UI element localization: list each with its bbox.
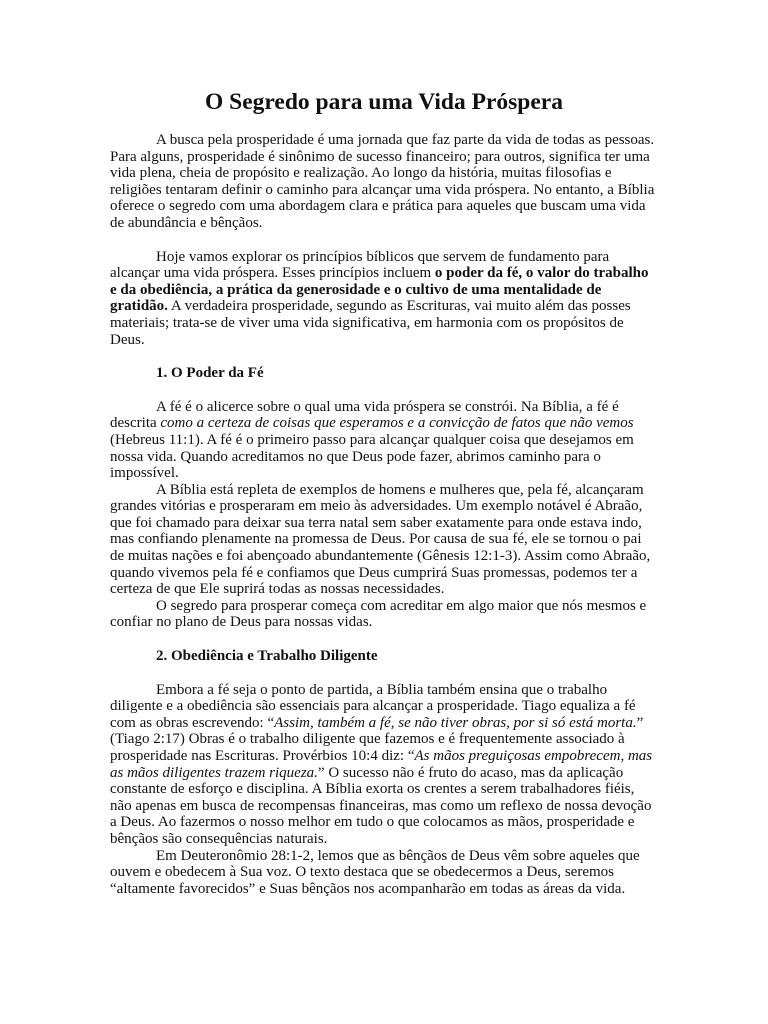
s1-text-2: A Bíblia está repleta de exemplos de homens e mulheres que, pela fé, alcançaram grandes vitórias e prosperaram em meio às adversidades. Um exemplo notável é Abraão, que foi chamado para deixar sua terra natal sem saber exatamente para onde estava indo, mas confiando plenamente na promessa de Deus. Por causa de sua fé, ele se tornou o pai de muitas nações e foi abençoado abundantemente (Gênesis 12:1-3). Assim como Abraão, quando vivemos pela fé e confiamos que Deus cumprirá Suas promessas, podemos ter a certeza de que Ele suprirá todas as nossas necessidades. — [110, 481, 651, 598]
s1-text-a: A fé é o alicerce sobre o qual uma vida próspera se constrói. Na Bíblia, a fé é descrita — [110, 398, 619, 432]
section-1-paragraph-3 — [110, 598, 658, 631]
s2-text-c: ” O sucesso não é fruto do acaso, mas da aplicação constante de esforço e disciplina. A Bíblia exorta os crentes a serem trabalhadores fiéis, não apenas em busca de recompensas financeiras, mas como um reflexo de nossa devoção a Deus. Ao fazermos o nosso melhor em tudo o que colocamos as mãos, prosperidade e bênçãos são consequências naturais. — [110, 764, 652, 847]
s2-italic-quote-2: As mãos preguiçosas empobrecem, mas as mãos diligentes trazem riqueza. — [110, 748, 653, 781]
intro-text-b: A verdadeira prosperidade, segundo as Escrituras, vai muito além das posses materiais; trata-se de viver uma vida significativa, em harmonia com os propósitos de Deus. — [110, 298, 631, 348]
s2-text-a: Embora a fé seja o ponto de partida, a Bíblia também ensina que o trabalho diligente e a obediência são essenciais para alcançar a prosperidade. Tiago equaliza a fé com as obras escrevendo: “ — [110, 681, 636, 731]
section-2-heading: 2. Obediência e Trabalho Diligente — [156, 648, 378, 665]
intro-bold-principles: o poder da fé, o valor do trabalho e da obediência, a prática da generosidade e o cultivo de uma mentalidade de gratidão. — [110, 265, 649, 315]
section-2-paragraph-1 — [110, 682, 658, 848]
section-1-paragraph-2 — [110, 482, 658, 598]
section-1-heading: 1. O Poder da Fé — [156, 365, 264, 382]
s2-italic-quote-1: Assim, também a fé, se não tiver obras, por si só está morta. — [274, 714, 637, 731]
intro-text-a: Hoje vamos explorar os princípios bíblicos que servem de fundamento para alcançar uma vida próspera. Esses princípios incluem — [110, 248, 610, 282]
page-title: O Segredo para uma Vida Próspera — [205, 89, 563, 115]
s2-text-b: ” (Tiago 2:17) Obras é o trabalho diligente que fazemos e é frequentemente associado à prosperidade nas Escrituras. Provérbios 10:4 diz: “ — [110, 714, 644, 764]
section-1-paragraph-1 — [110, 399, 658, 482]
section-2-paragraph-2 — [110, 848, 658, 898]
intro-paragraph-1 — [110, 132, 658, 232]
s1-text-3: O segredo para prosperar começa com acreditar em algo maior que nós mesmos e confiar no plano de Deus para nossas vidas. — [110, 597, 647, 631]
intro-paragraph-2 — [110, 249, 658, 349]
intro-text: A busca pela prosperidade é uma jornada que faz parte da vida de todas as pessoas. Para alguns, prosperidade é sinônimo de sucesso financeiro; para outros, significa ter uma vida plena, cheia de propósito e realização. Ao longo da história, muitas filosofias e religiões tentaram definir o caminho para alcançar uma vida próspera. No entanto, a Bíblia oferece o segredo com uma abordagem clara e prática para aqueles que buscam uma vida de abundância e bênçãos. — [110, 132, 655, 231]
s1-italic-quote: como a certeza de coisas que esperamos e a convicção de fatos que não vemos — [160, 415, 634, 432]
s2-text-2: Em Deuteronômio 28:1-2, lemos que as bênçãos de Deus vêm sobre aqueles que ouvem e obedecem à Sua voz. O texto destaca que se obedecermos a Deus, seremos “altamente favorecidos” e Suas bênçãos nos acompanharão em todas as áreas da vida. — [110, 847, 640, 897]
s1-text-b: (Hebreus 11:1). A fé é o primeiro passo para alcançar qualquer coisa que desejamos em nossa vida. Quando acreditamos no que Deus pode fazer, abrimos caminho para o impossível. — [110, 431, 634, 482]
